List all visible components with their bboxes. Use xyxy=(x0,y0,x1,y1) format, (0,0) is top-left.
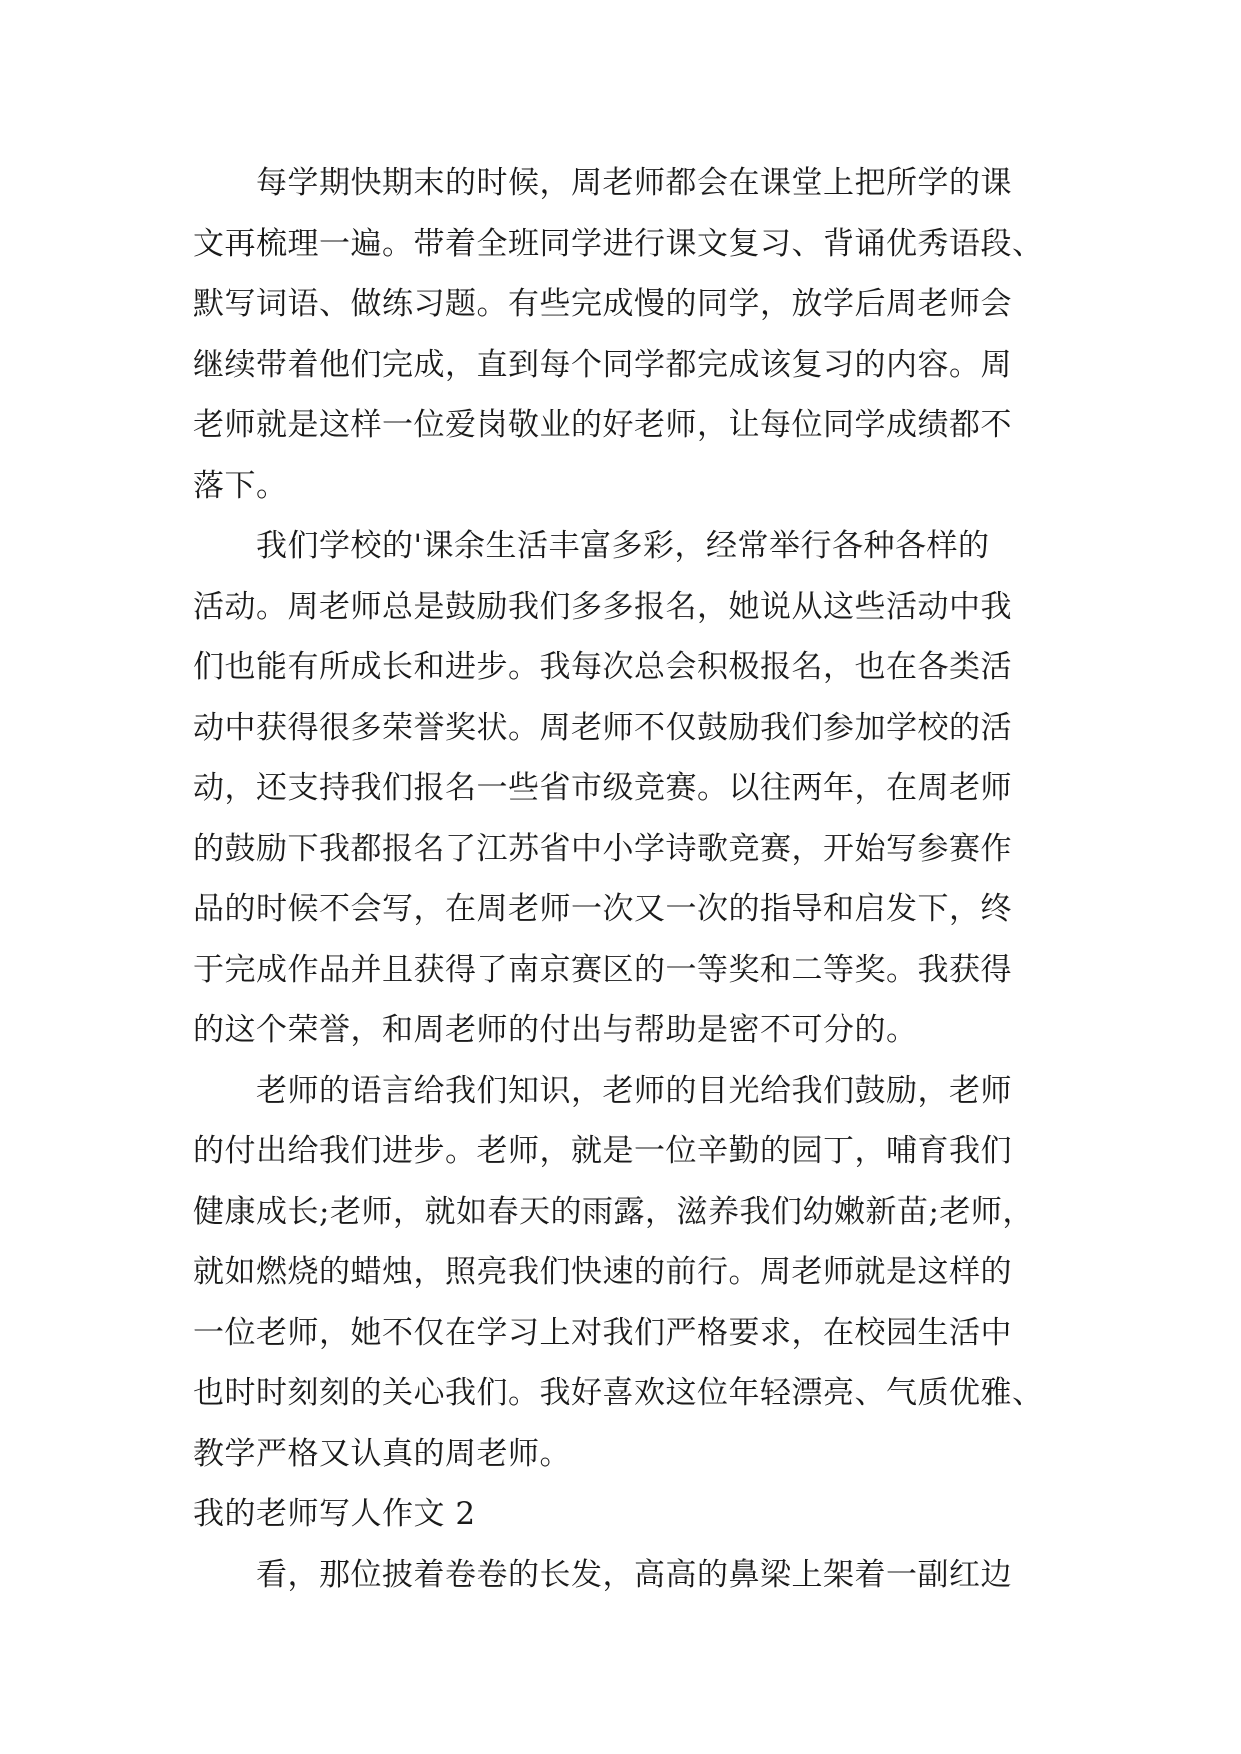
text-line: 于完成作品并且获得了南京赛区的一等奖和二等奖。我获得 xyxy=(193,951,1012,988)
text-line: 默写词语、做练习题。有些完成慢的同学，放学后周老师会 xyxy=(193,286,1012,322)
paragraph xyxy=(193,516,1051,1061)
text-line: 老师就是这样一位爱岗敬业的好老师，让每位同学成绩都不 xyxy=(193,407,1012,443)
text-line: 健康成长;老师，就如春天的雨露，滋养我们幼嫩新苗;老师， xyxy=(193,1193,1034,1230)
text-line: 活动。周老师总是鼓励我们多多报名，她说从这些活动中我 xyxy=(193,588,1012,625)
text-line: 一位老师，她不仅在学习上对我们严格要求，在校园生活中 xyxy=(193,1314,1012,1351)
document-body xyxy=(193,153,1051,1605)
paragraph xyxy=(193,153,1051,516)
text-line: 们也能有所成长和进步。我每次总会积极报名，也在各类活 xyxy=(193,649,1012,685)
text-line: 文再梳理一遍。带着全班同学进行课文复习、背诵优秀语段、 xyxy=(193,225,1044,262)
text-line: 动中获得很多荣誉奖状。周老师不仅鼓励我们参加学校的活 xyxy=(193,709,1012,746)
text-line: 的鼓励下我都报名了江苏省中小学诗歌竞赛，开始写参赛作 xyxy=(193,830,1012,867)
text-line: 的这个荣誉，和周老师的付出与帮助是密不可分的。 xyxy=(193,1012,918,1048)
text-line: 继续带着他们完成，直到每个同学都完成该复习的内容。周 xyxy=(193,346,1012,383)
section-title: 我的老师写人作文 2 xyxy=(193,1496,476,1532)
text-line: 每学期快期末的时候，周老师都会在课堂上把所学的课 xyxy=(256,165,1012,201)
text-line: 也时时刻刻的关心我们。我好喜欢这位年轻漂亮、气质优雅、 xyxy=(193,1375,1044,1411)
paragraph xyxy=(193,1061,1051,1485)
text-line: 就如燃烧的蜡烛，照亮我们快速的前行。周老师就是这样的 xyxy=(193,1254,1012,1290)
text-line: 教学严格又认真的周老师。 xyxy=(193,1435,571,1472)
text-line: 我们学校的'课余生活丰富多彩，经常举行各种各样的 xyxy=(256,528,990,564)
paragraph xyxy=(193,1545,1051,1606)
text-line: 看，那位披着卷卷的长发，高高的鼻梁上架着一副红边 xyxy=(256,1556,1012,1593)
text-line: 动，还支持我们报名一些省市级竞赛。以往两年，在周老师 xyxy=(193,770,1012,806)
text-line: 老师的语言给我们知识，老师的目光给我们鼓励，老师 xyxy=(256,1072,1012,1109)
text-line: 落下。 xyxy=(193,467,288,504)
text-line: 品的时候不会写，在周老师一次又一次的指导和启发下，终 xyxy=(193,891,1012,927)
text-line: 的付出给我们进步。老师，就是一位辛勤的园丁，哺育我们 xyxy=(193,1133,1012,1169)
